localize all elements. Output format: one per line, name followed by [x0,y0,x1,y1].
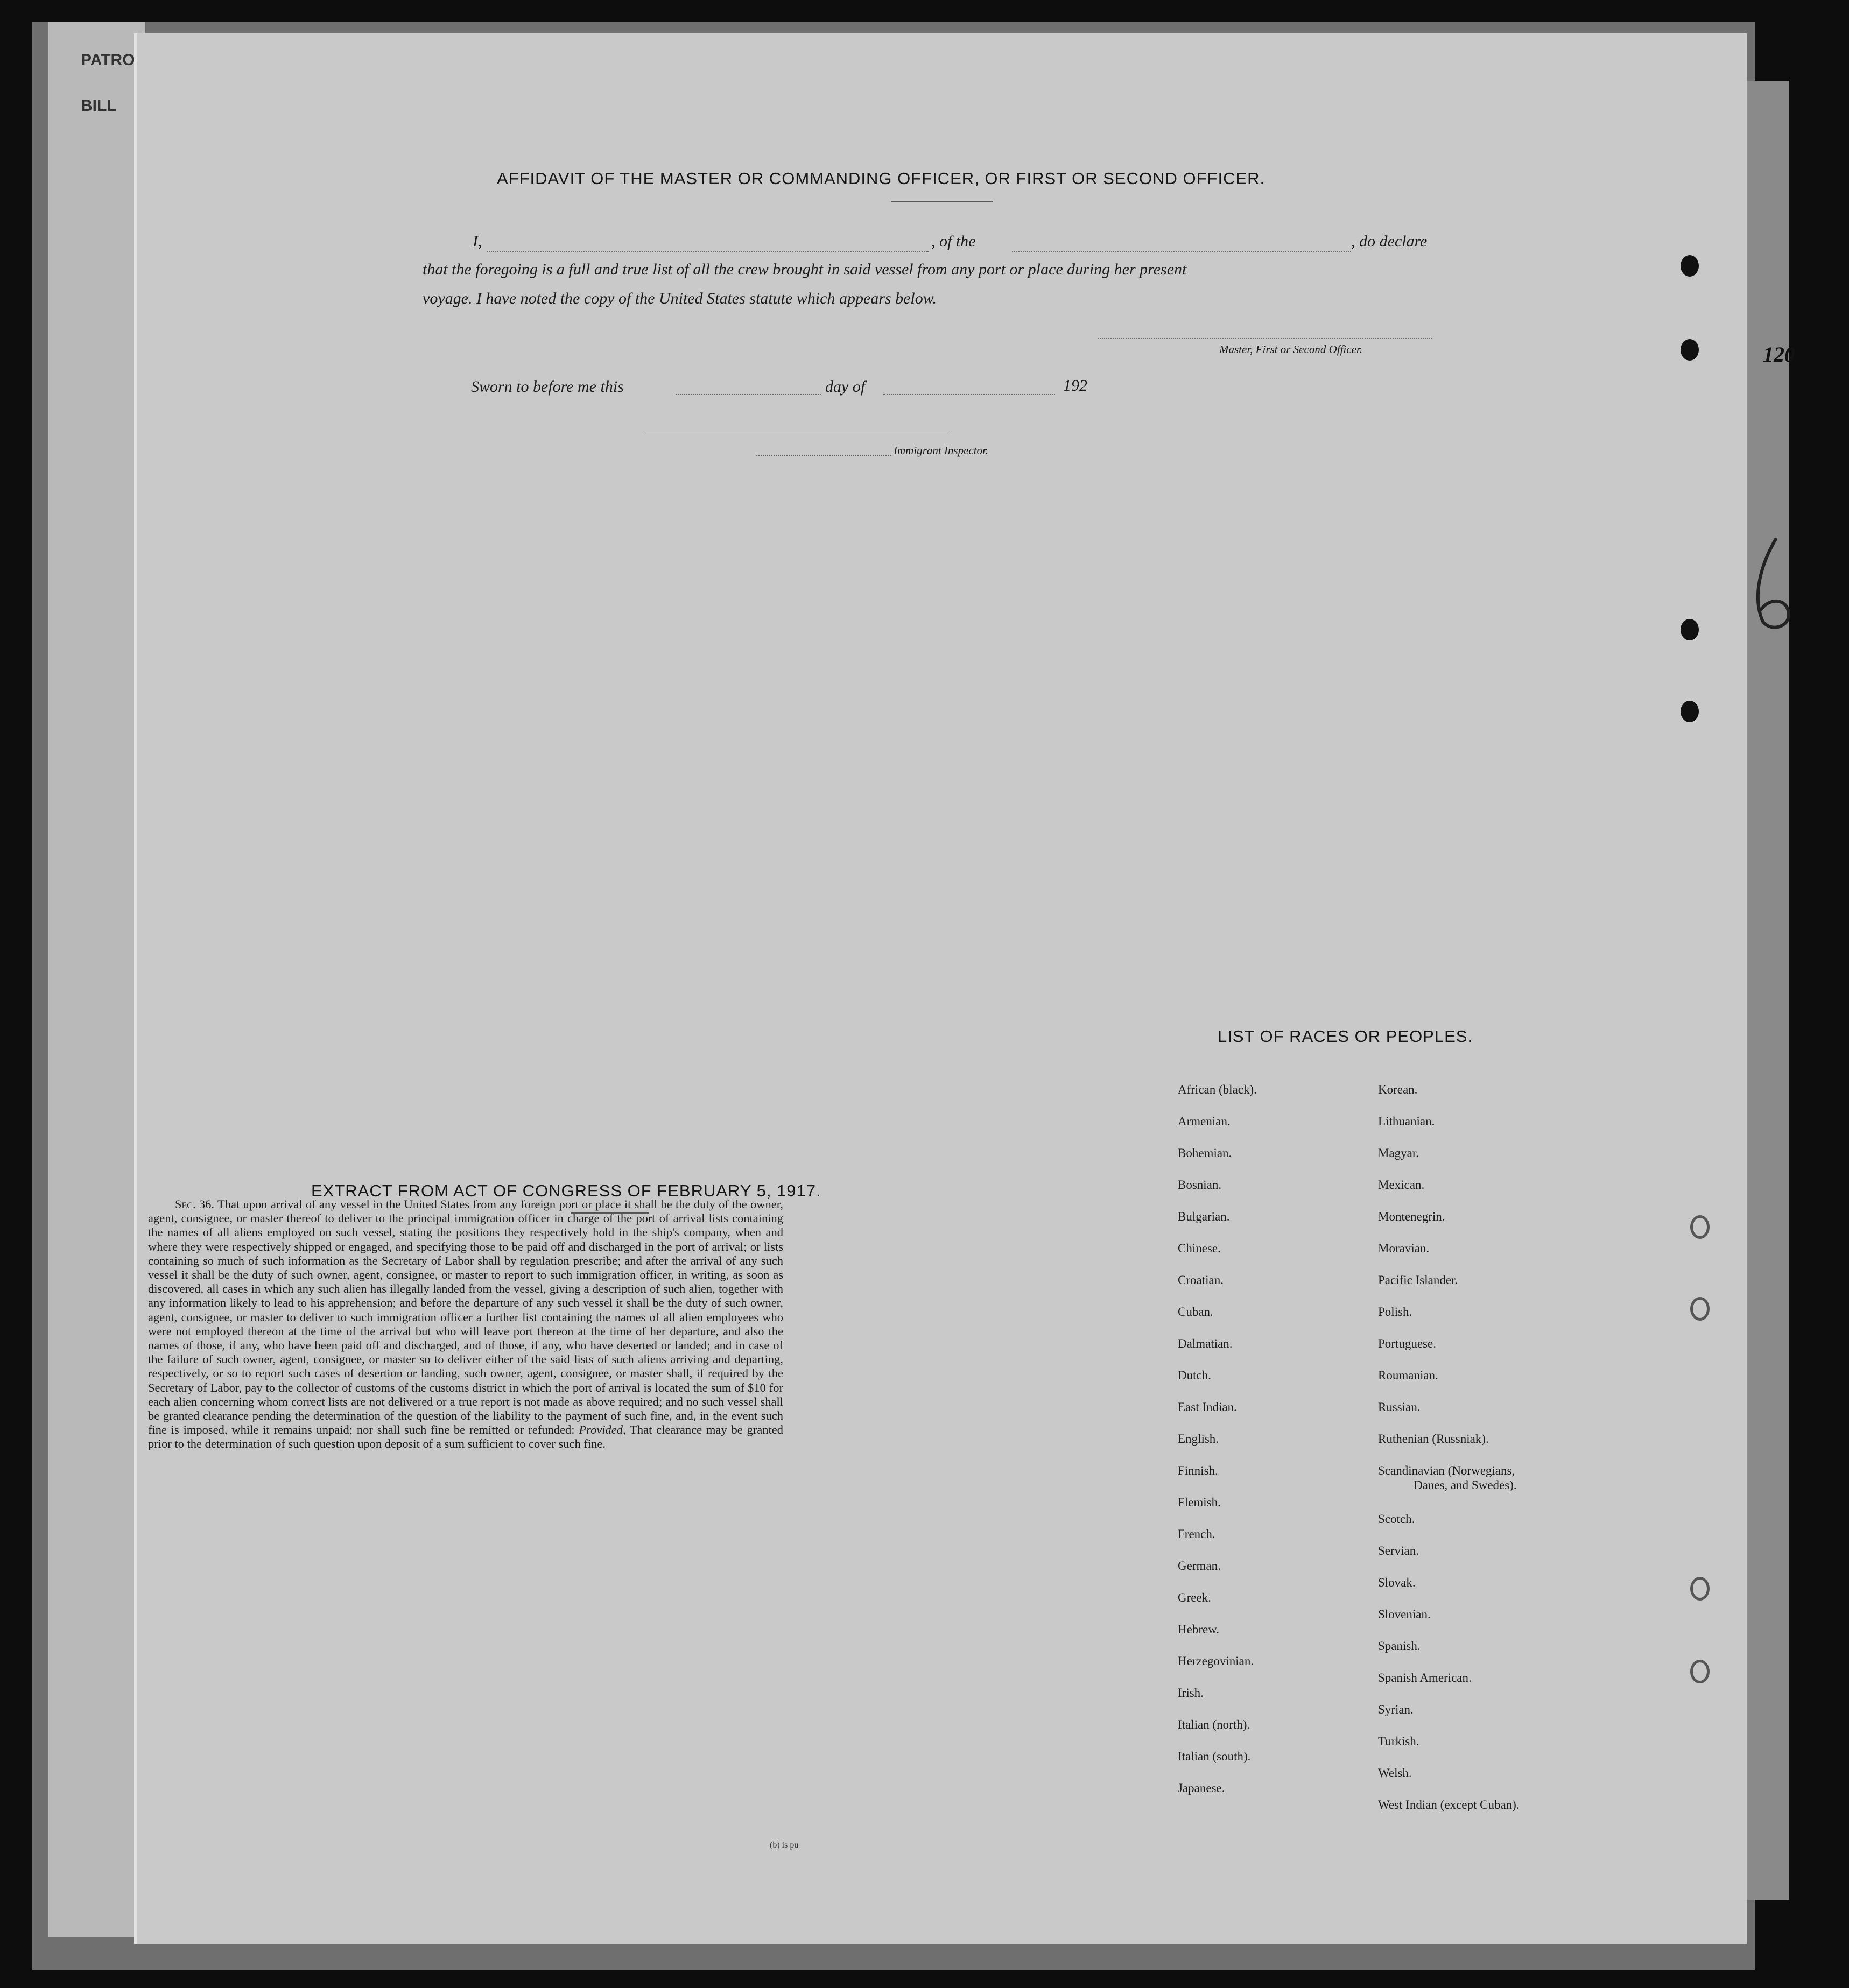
punch-hole [1681,701,1699,722]
punch-hole [1681,255,1699,277]
sworn-label: Sworn to before me this [471,378,624,396]
races-title: LIST OF RACES OR PEOPLES. [1218,1027,1473,1046]
race-item: Herzegovinian. [1178,1654,1254,1668]
race-item: Croatian. [1178,1273,1224,1287]
punch-hole-ring [1690,1215,1710,1239]
day-of-label: day of [825,378,866,396]
year-label: 192 [1063,377,1087,394]
race-item: Turkish. [1378,1735,1419,1748]
race-item: Flemish. [1178,1496,1221,1509]
race-item: Bulgarian. [1178,1210,1230,1223]
affidavit-line-3: voyage. I have noted the copy of the United States statute which appears below. [423,290,937,307]
punch-hole [1681,619,1699,640]
race-item: West Indian (except Cuban). [1378,1798,1520,1811]
race-item: Bosnian. [1178,1178,1222,1192]
race-item: Bohemian. [1178,1146,1232,1160]
race-item: Pacific Islander. [1378,1273,1458,1287]
race-item: Scotch. [1378,1512,1415,1526]
name-blank [487,251,929,252]
provided-word: Provided, [579,1423,626,1437]
race-item: Finnish. [1178,1464,1218,1477]
race-item: Danes, and Swedes). [1414,1478,1517,1492]
race-item: Hebrew. [1178,1623,1220,1636]
race-item: Portuguese. [1378,1337,1436,1350]
race-item: Montenegrin. [1378,1210,1445,1223]
race-item: East Indian. [1178,1400,1237,1414]
race-item: Armenian. [1178,1115,1231,1128]
affidavit-title: AFFIDAVIT OF THE MASTER OR COMMANDING OFFICER, OR FIRST OR SECOND OFFICER. [497,169,1266,188]
race-item: Moravian. [1378,1242,1430,1255]
race-item: Servian. [1378,1544,1419,1557]
extract-body [148,1197,783,1451]
handwritten-six-mark [1747,533,1795,635]
manifest-page [137,33,1747,1944]
race-item: Greek. [1178,1591,1211,1604]
punch-hole-ring [1690,1660,1710,1683]
race-item: Magyar. [1378,1146,1419,1160]
race-item: Dalmatian. [1178,1337,1233,1350]
race-item: Roumanian. [1378,1369,1438,1382]
strip-label-2: BILL [81,97,117,115]
signature-label: Master, First or Second Officer. [1219,343,1362,356]
extract-title: EXTRACT FROM ACT OF CONGRESS OF FEBRUARY 5, 1917. [311,1181,821,1200]
race-item: Polish. [1378,1305,1412,1319]
punch-hole [1681,339,1699,361]
race-item: Syrian. [1378,1703,1414,1716]
race-item: French. [1178,1527,1215,1541]
affidavit-declare: , do declare [1351,232,1428,250]
race-item: Scandinavian (Norwegians, [1378,1464,1515,1477]
race-item: Ruthenian (Russniak). [1378,1432,1489,1446]
race-item: Italian (north). [1178,1718,1250,1731]
affidavit-of-the: , of the [931,232,976,250]
month-blank [883,394,1055,395]
punch-hole-ring [1690,1577,1710,1601]
race-item: Chinese. [1178,1242,1221,1255]
race-item: Spanish. [1378,1639,1421,1653]
affidavit-line-2: that the foregoing is a full and true list of all the crew brought in said vessel from any port or place during her present [423,260,1187,278]
race-item: Lithuanian. [1378,1115,1435,1128]
race-item: Mexican. [1378,1178,1425,1192]
inspector-blank [756,455,891,456]
left-binding-strip [48,22,145,1937]
day-blank [676,394,821,395]
extract-text-part1: That upon arrival of any vessel in the United States from any foreign port or place it shall be the duty of the owner, agent, consignee, or master thereof to deliver to the principal immigration officer in charge of the port of arrival lists containing the names of all aliens employed on such vessel, stating the positions they respectively hold in the ship's company, when and where they were respectively shipped or engaged, and specifying those to be paid off and discharged in the port of arrival; or lists containing so much of such information as the Secretary of Labor shall by regulation prescribe; and after the arrival of any such vessel it shall be the duty of such owner, agent, consignee, or master to report to such immigration officer, in writing, as soon as discovered, all cases in which any such alien has illegally landed from the vessel, giving a description of such alien, together with any information likely to lead to his apprehension; and before the departure of any such vessel it shall be the duty of such owner, agent, consignee, or master to deliver to such immigration officer a further list containing the names of all alien employees who were not employed thereon at the time of the arrival but who will leave port thereon at the time of her departure, and also the names of those, if any, who have been paid off and discharged, and of those, if any, who have deserted or landed; and in case of the failure of such owner, agent, consignee, or master so to deliver either of the said lists of such aliens arriving and departing, respectively, or so to report such cases of desertion or landing, such owner, agent, consignee, or master shall, if required by the Secretary of Labor, pay to the collector of customs of the customs district in which the port of arrival is located the sum of $10 for each alien concerning whom correct lists are not delivered or a true report is not made as above required; and no such vessel shall be granted clearance pending the determination of the question of the liability to the payment of such fine, and, in the event such fine is imposed, while it remains unpaid; nor shall such fine be remitted or refunded: [148,1197,783,1437]
race-item: Slovenian. [1378,1608,1431,1621]
affidavit-line-i: I, [473,232,482,250]
inspector-label: Immigrant Inspector. [894,444,989,457]
race-item: Slovak. [1378,1576,1416,1589]
punch-hole-ring [1690,1297,1710,1321]
signature-blank [1098,338,1432,339]
vessel-blank [1012,251,1351,252]
title-divider [891,201,993,202]
section-number: Sec. 36. [175,1197,215,1211]
race-item: Italian (south). [1178,1750,1251,1763]
race-item: Dutch. [1178,1369,1211,1382]
race-item: English. [1178,1432,1219,1446]
race-item: African (black). [1178,1083,1257,1096]
page-number: 120 [1763,342,1795,366]
strip-label-1: PATRO [81,51,135,69]
race-item: Welsh. [1378,1766,1412,1780]
race-item: Russian. [1378,1400,1421,1414]
race-item: Japanese. [1178,1781,1225,1795]
race-item: Spanish American. [1378,1671,1472,1684]
race-item: Cuban. [1178,1305,1213,1319]
race-item: Korean. [1378,1083,1418,1096]
footnote: (b) is pu [770,1841,799,1850]
race-item: German. [1178,1559,1221,1573]
race-item: Irish. [1178,1686,1204,1700]
extract-text-part2: That clearance may be granted prior to the determination of such question upon deposit of a sum sufficient to cover such fine. [148,1423,784,1451]
